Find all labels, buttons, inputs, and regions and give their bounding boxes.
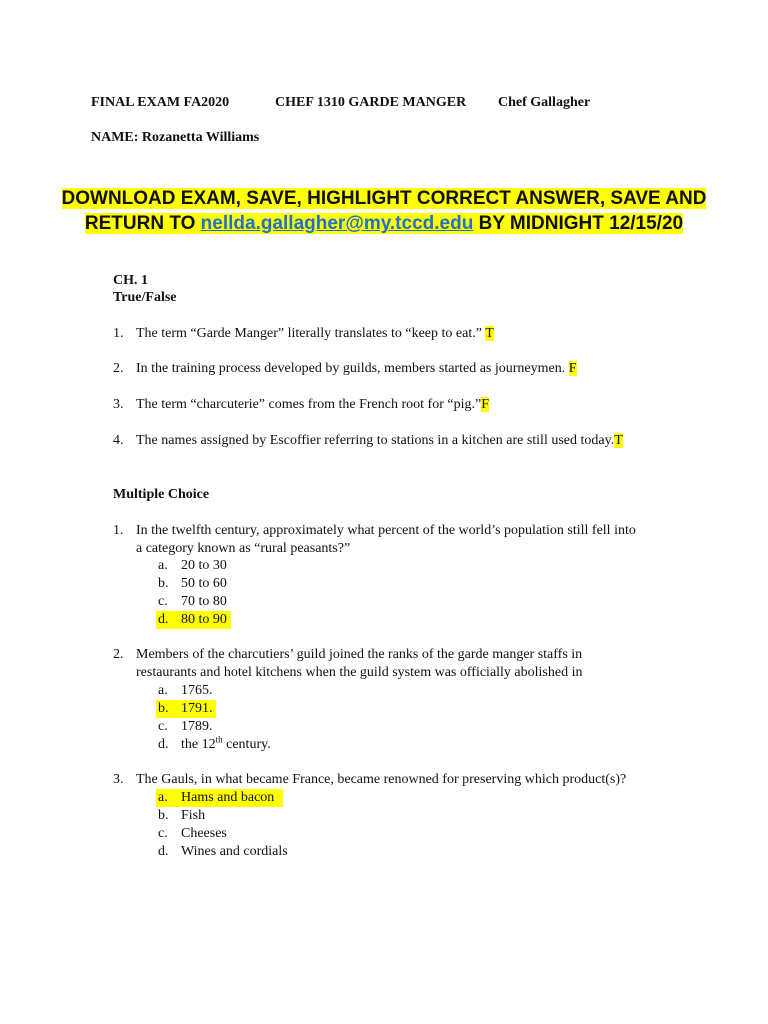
- answer-option-selected: [0, 789, 768, 807]
- option-text: Cheeses: [181, 826, 227, 841]
- option-letter: d.: [158, 737, 169, 752]
- instruction-line2-group: [85, 213, 683, 234]
- tf-question: [0, 360, 768, 378]
- option-text: Hams and bacon: [181, 790, 275, 805]
- mc-heading: Multiple Choice: [113, 487, 210, 502]
- mc-question-cont: [0, 664, 768, 682]
- mc-question: [0, 771, 768, 789]
- option-letter: a.: [158, 683, 168, 698]
- option-letter: b.: [158, 701, 169, 716]
- option-text-after: century.: [222, 737, 271, 752]
- answer-option: [0, 682, 768, 700]
- instruction-banner-line1: [0, 186, 768, 212]
- question-text: Members of the charcutiers’ guild joined the ranks of the garde manger staffs in: [136, 647, 583, 662]
- option-text: 80 to 90: [181, 612, 227, 627]
- option-letter: c.: [158, 826, 168, 841]
- question-number: 3.: [113, 772, 124, 787]
- answer-option-selected: [0, 700, 768, 718]
- option-text: 1765.: [181, 683, 213, 698]
- tf-question: [0, 396, 768, 414]
- answer-option: [0, 736, 768, 754]
- question-number: 1.: [113, 326, 124, 341]
- instruction-text-2-suffix: BY MIDNIGHT 12/15/20: [473, 213, 684, 234]
- question-text-wrap: [136, 432, 623, 450]
- question-text: a category known as “rural peasants?”: [136, 541, 351, 556]
- question-text-wrap: [136, 325, 494, 343]
- answer-option: [0, 843, 768, 861]
- option-text: the 12: [181, 737, 216, 752]
- option-text: Fish: [181, 808, 206, 823]
- option-letter: a.: [158, 790, 168, 805]
- option-text: Wines and cordials: [181, 844, 288, 859]
- question-number: 3.: [113, 397, 124, 412]
- option-text: 20 to 30: [181, 558, 227, 573]
- question-text-wrap: [136, 396, 489, 414]
- answer-option: [0, 557, 768, 575]
- chapter-title: CH. 1: [113, 273, 148, 288]
- exam-title: FINAL EXAM FA2020: [91, 95, 230, 110]
- answer-option: [0, 575, 768, 593]
- answer-option-selected: [0, 611, 768, 629]
- option-text: 1791.: [181, 701, 213, 716]
- option-text: 1789.: [181, 719, 213, 734]
- student-name: NAME: Rozanetta Williams: [91, 130, 260, 145]
- question-text: The names assigned by Escoffier referring to stations in a kitchen are still used today.: [136, 433, 615, 448]
- option-text-wrap: [181, 736, 271, 754]
- option-letter: c.: [158, 719, 168, 734]
- question-text: In the training process developed by guilds, members started as journeymen.: [136, 361, 569, 376]
- option-letter: c.: [158, 594, 168, 609]
- instruction-banner-line2: [0, 211, 768, 237]
- instruction-text-2-prefix: RETURN TO: [84, 213, 201, 234]
- tf-heading: True/False: [113, 290, 177, 305]
- question-number: 1.: [113, 523, 124, 538]
- answer-highlight: F: [481, 397, 489, 412]
- option-letter: b.: [158, 576, 169, 591]
- answer-highlight: F: [568, 361, 577, 376]
- option-letter: b.: [158, 808, 169, 823]
- option-letter: a.: [158, 558, 168, 573]
- question-text-wrap: [136, 360, 577, 378]
- question-text: The term “charcuterie” comes from the French root for “pig.”: [136, 397, 482, 412]
- tf-question: [0, 432, 768, 450]
- instruction-text-1: DOWNLOAD EXAM, SAVE, HIGHLIGHT CORRECT ANSWER, SAVE AND: [61, 188, 707, 209]
- question-text: In the twelfth century, approximately what percent of the world’s population still fell into: [136, 523, 636, 538]
- option-letter: d.: [158, 612, 169, 627]
- question-number: 4.: [113, 433, 124, 448]
- question-number: 2.: [113, 647, 124, 662]
- ordinal-suffix: th: [215, 734, 223, 745]
- option-text: 50 to 60: [181, 576, 227, 591]
- email-link[interactable]: nellda.gallagher@my.tccd.edu: [200, 213, 474, 234]
- option-text: 70 to 80: [181, 594, 227, 609]
- mc-question: [0, 646, 768, 664]
- mc-question: [0, 522, 768, 540]
- instructor-name: Chef Gallagher: [498, 95, 591, 110]
- question-number: 2.: [113, 361, 124, 376]
- answer-highlight: T: [485, 326, 494, 341]
- course-title: CHEF 1310 GARDE MANGER: [275, 95, 467, 110]
- option-letter: d.: [158, 844, 169, 859]
- tf-question: [0, 325, 768, 343]
- answer-option: [0, 825, 768, 843]
- question-text: The term “Garde Manger” literally translates to “keep to eat.”: [136, 326, 486, 341]
- answer-option: [0, 593, 768, 611]
- question-text: restaurants and hotel kitchens when the guild system was officially abolished in: [136, 665, 583, 680]
- mc-question-cont: [0, 540, 768, 558]
- question-text: The Gauls, in what became France, became renowned for preserving which product(s)?: [136, 772, 627, 787]
- answer-option: [0, 807, 768, 825]
- answer-highlight: T: [614, 433, 623, 448]
- answer-option: [0, 718, 768, 736]
